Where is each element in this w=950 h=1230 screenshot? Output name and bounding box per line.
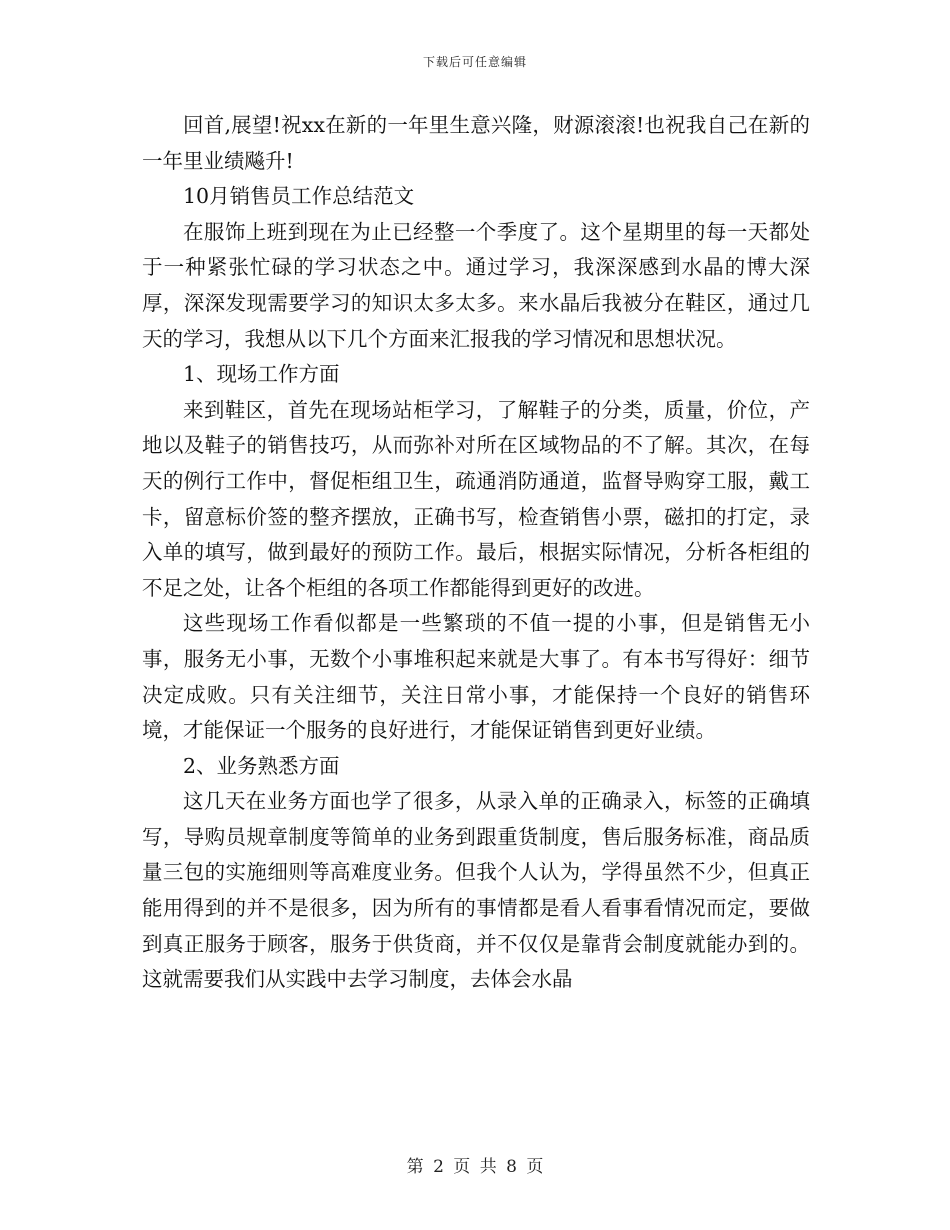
- paragraph-closing-wishes: 回首,展望!祝xx在新的一年里生意兴隆，财源滚滚!也祝我自己在新的一年里业绩飚升!: [142, 113, 810, 173]
- paragraph-onsite-work: 来到鞋区，首先在现场站柜学习，了解鞋子的分类，质量，价位，产地以及鞋子的销售技巧，从而弥补对所在区域物品的不了解。其次，在每天的例行工作中，督促柜组卫生，疏通消防通道，监督导购穿工服，戴工卡，留意标价签的整齐摆放，正确书写，检查销售小票，磁扣的打定，录入单的填写，做到最好的预防工作。最后，根据实际情况，分析各柜组的不足之处，让各个柜组的各项工作都能得到更好的改进。: [142, 397, 810, 600]
- heading-business-familiarity: 2、业务熟悉方面: [183, 753, 340, 778]
- section-title: 10月销售员工作总结范文: [183, 184, 415, 209]
- page-number-footer: 第 2 页 共 8 页: [406, 1157, 544, 1177]
- paragraph-details-matter: 这些现场工作看似都是一些繁琐的不值一提的小事，但是销售无小事，服务无小事，无数个小事堆积起来就是大事了。有本书写得好：细节决定成败。只有关注细节，关注日常小事，才能保持一个良好的销售环境，才能保证一个服务的良好进行，才能保证销售到更好业绩。: [142, 611, 810, 743]
- heading-onsite-work: 1、现场工作方面: [183, 362, 340, 387]
- page-header: 下载后可任意编辑: [422, 55, 527, 69]
- paragraph-intro: 在服饰上班到现在为止已经整一个季度了。这个星期里的每一天都处于一种紧张忙碌的学习状态之中。通过学习，我深深感到水晶的博大深厚，深深发现需要学习的知识太多太多。来水晶后我被分在鞋区，通过几天的学习，我想从以下几个方面来汇报我的学习情况和思想状况。: [142, 219, 810, 351]
- document-body: [142, 108, 810, 998]
- paragraph-business-familiarity: 这几天在业务方面也学了很多，从录入单的正确录入，标签的正确填写，导购员规章制度等简单的业务到跟重货制度，售后服务标准，商品质量三包的实施细则等高难度业务。但我个人认为，学得虽然不少，但真正能用得到的并不是很多，因为所有的事情都是看人看事看情况而定，要做到真正服务于顾客，服务于供货商，并不仅仅是靠背会制度就能办到的。这就需要我们从实践中去学习制度，去体会水晶: [142, 789, 810, 992]
